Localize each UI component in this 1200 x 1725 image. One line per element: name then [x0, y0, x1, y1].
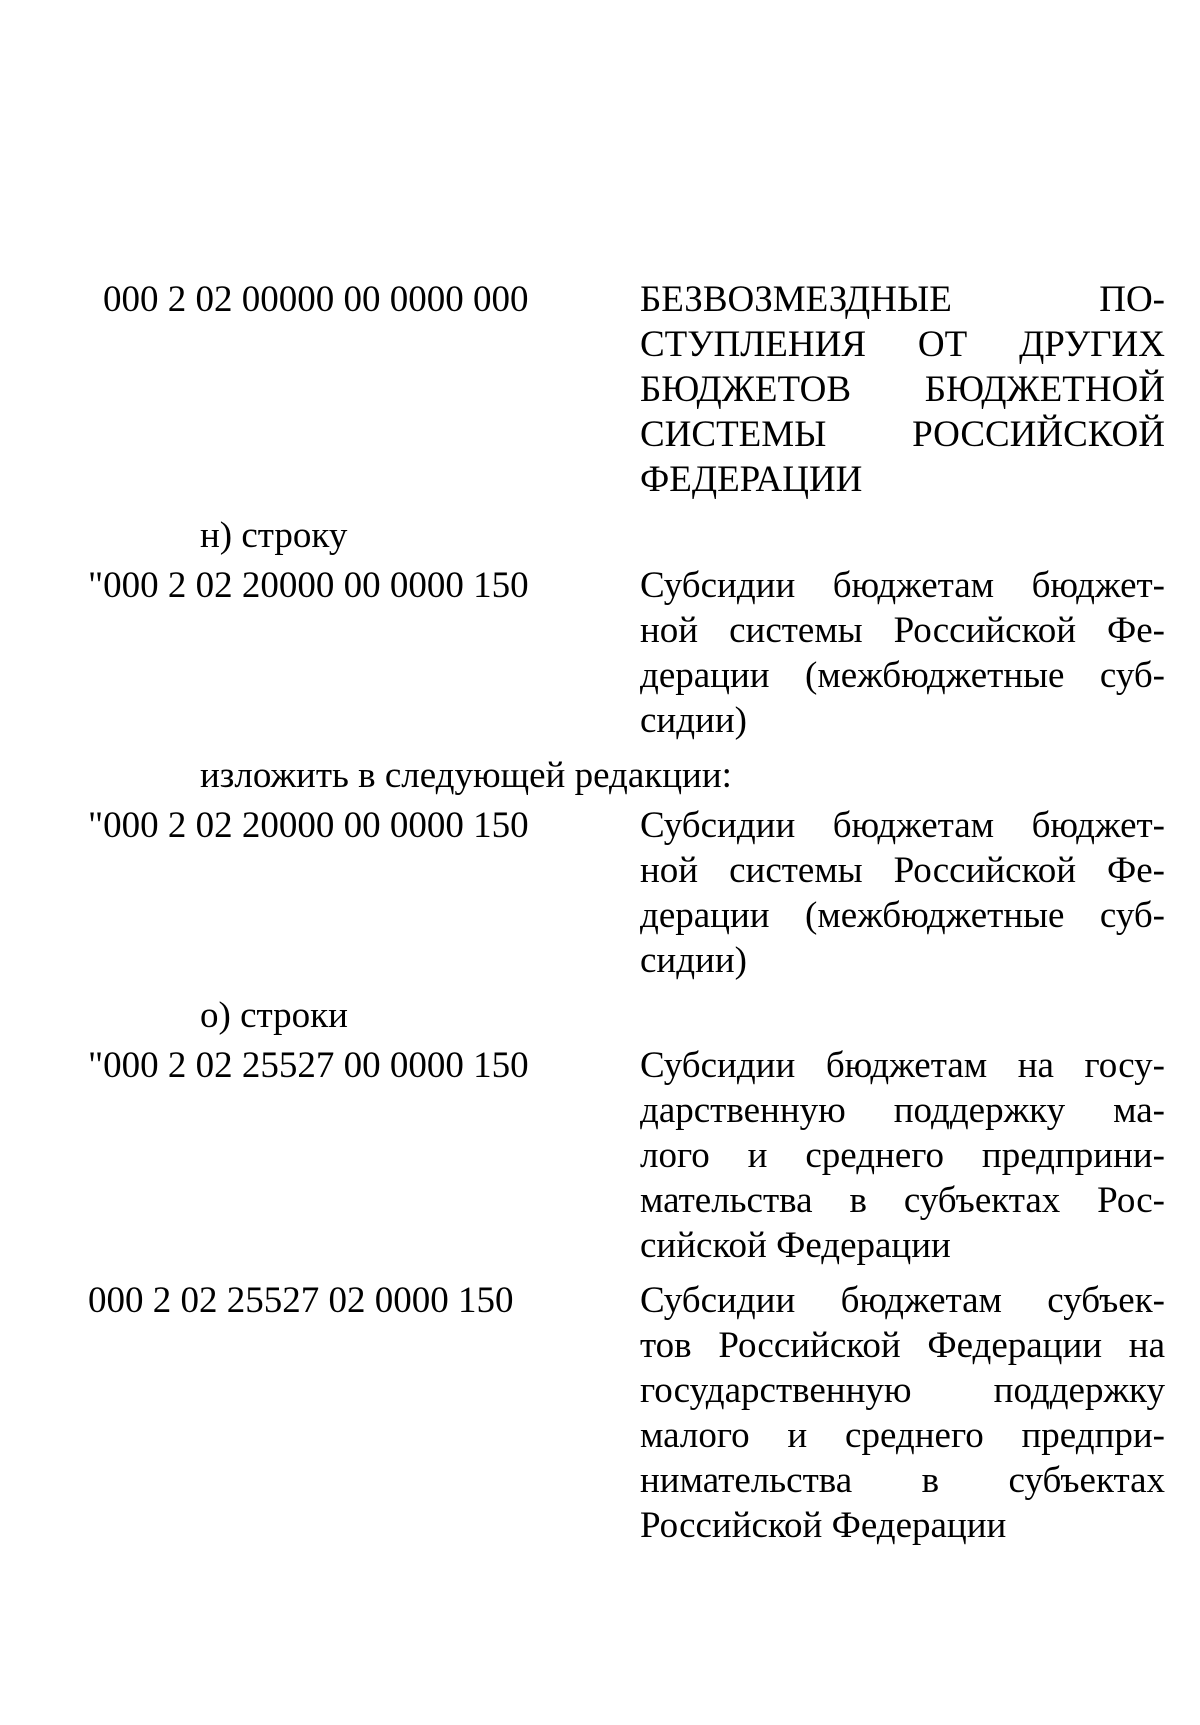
description-line: Субсидии бюджетам на госу-: [640, 1045, 1165, 1086]
description-line: ной системы Российской Фе-: [640, 610, 1165, 651]
description-line: Субсидии бюджетам бюджет-: [640, 565, 1165, 606]
description-line: дерации (межбюджетные суб-: [640, 895, 1165, 936]
description-line: государственную поддержку: [640, 1370, 1165, 1411]
budget-code: "000 2 02 20000 00 0000 150: [88, 805, 529, 846]
amendment-instruction: изложить в следующей редакции:: [200, 755, 732, 796]
description-line: БЮДЖЕТОВ БЮДЖЕТНОЙ: [640, 369, 1165, 410]
amendment-instruction: н) строку: [200, 515, 348, 556]
budget-code: 000 2 02 25527 02 0000 150: [88, 1280, 514, 1321]
description-line: сийской Федерации: [640, 1225, 951, 1266]
description-line: дарственную поддержку ма-: [640, 1090, 1165, 1131]
budget-code-description: [640, 803, 1165, 983]
description-line: дерации (межбюджетные суб-: [640, 655, 1165, 696]
budget-code-description: [640, 277, 1165, 502]
description-line: ФЕДЕРАЦИИ: [640, 459, 863, 500]
description-line: малого и среднего предпри-: [640, 1415, 1165, 1456]
budget-code: "000 2 02 20000 00 0000 150: [88, 565, 529, 606]
description-line: БЕЗВОЗМЕЗДНЫЕ ПО-: [640, 279, 1165, 320]
budget-code-description: [640, 563, 1165, 743]
description-line: тов Российской Федерации на: [640, 1325, 1165, 1366]
description-line: СИСТЕМЫ РОССИЙСКОЙ: [640, 414, 1165, 455]
description-line: СТУПЛЕНИЯ ОТ ДРУГИХ: [640, 324, 1165, 365]
description-line: Субсидии бюджетам субъек-: [640, 1280, 1165, 1321]
budget-code-description: [640, 1043, 1165, 1268]
budget-code-description: [640, 1278, 1165, 1548]
amendment-instruction: о) строки: [200, 995, 348, 1036]
description-line: сидии): [640, 700, 747, 741]
budget-code: 000 2 02 00000 00 0000 000: [103, 279, 529, 320]
budget-code: "000 2 02 25527 00 0000 150: [88, 1045, 529, 1086]
description-line: лого и среднего предприни-: [640, 1135, 1165, 1176]
description-line: сидии): [640, 940, 747, 981]
description-line: нимательства в субъектах: [640, 1460, 1165, 1501]
description-line: Российской Федерации: [640, 1505, 1007, 1546]
description-line: мательства в субъектах Рос-: [640, 1180, 1165, 1221]
description-line: Субсидии бюджетам бюджет-: [640, 805, 1165, 846]
description-line: ной системы Российской Фе-: [640, 850, 1165, 891]
